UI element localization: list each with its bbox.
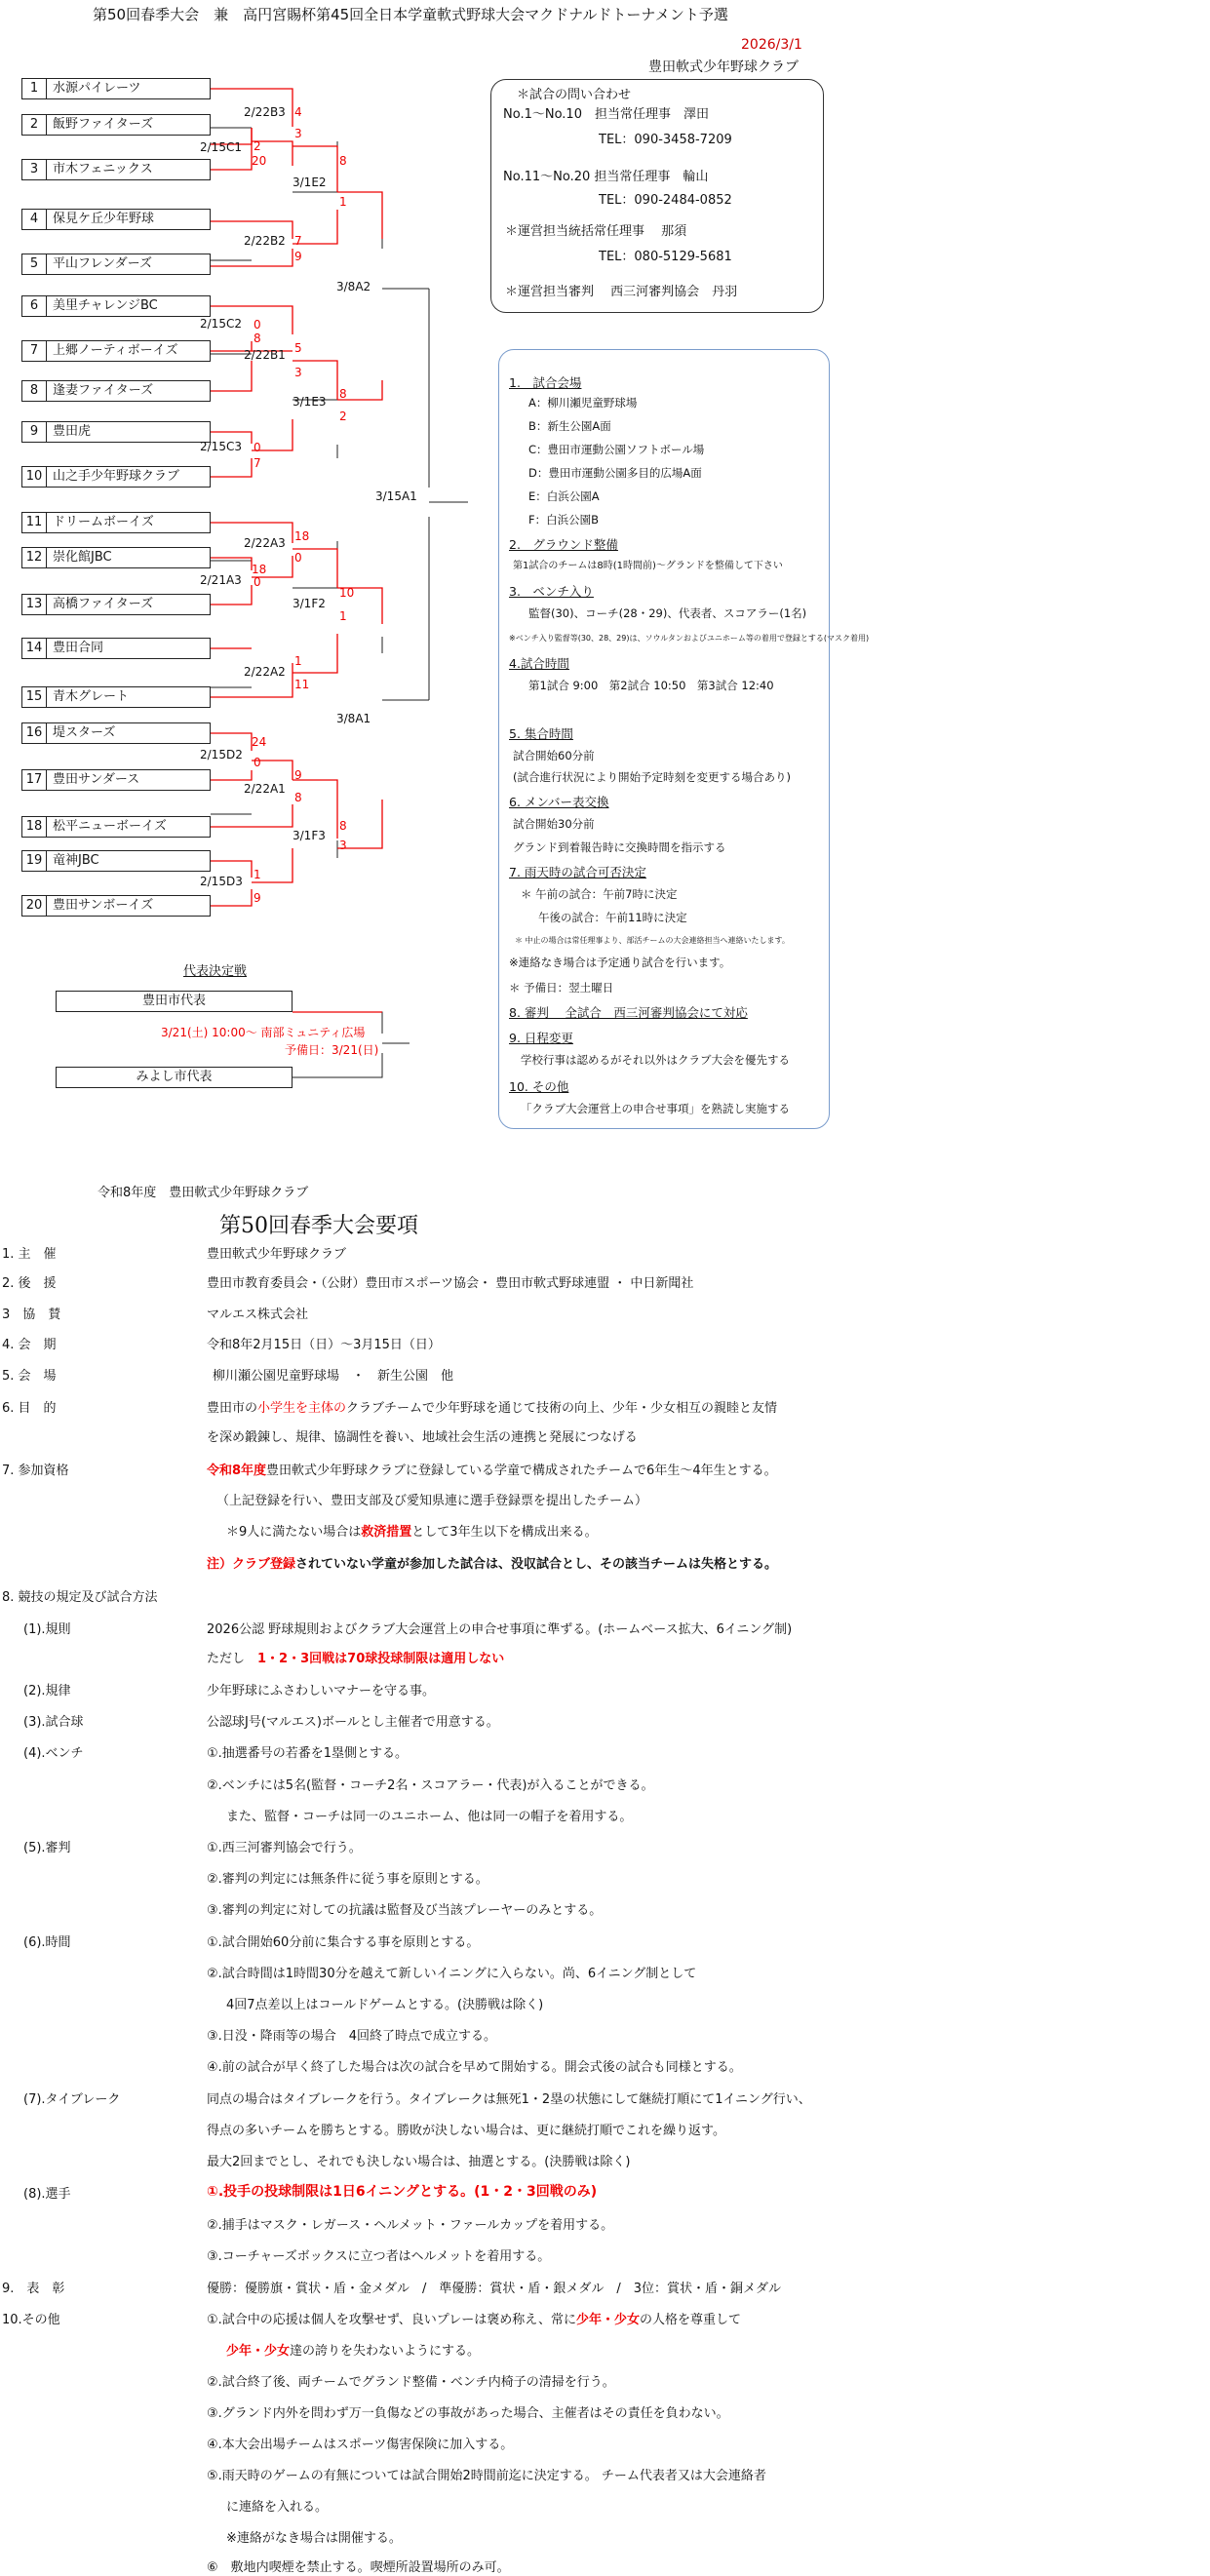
rule-value: ②.審判の判定には無条件に従う事を原則とする。 <box>207 1872 488 1887</box>
rule-label: 1. 主 催 <box>2 1247 57 1262</box>
rule-value: ③.日没・降雨等の場合 4回終了時点で成立する。 <box>207 2029 497 2044</box>
score: 2 <box>254 139 261 153</box>
rule-value: 同点の場合はタイブレークを行う。タイブレークは無死1・2塁の状態にして継続打順にて1イニング行い、 <box>207 2092 811 2107</box>
game-label: 3/1F3 <box>293 829 326 842</box>
rule-value: マルエス株式会社 <box>207 1308 309 1322</box>
rep-label: 代表決定戦 <box>183 964 248 979</box>
bracket-team: 7 上郷ノーティボーイズ <box>21 340 211 362</box>
bracket-team: 6 美里チャレンジBC <box>21 295 211 317</box>
score: 3 <box>339 839 347 852</box>
score: 1 <box>294 654 302 668</box>
rule-value: ①.試合開始60分前に集合する事を原則とする。 <box>207 1935 480 1950</box>
score: 0 <box>254 575 261 589</box>
notes-line: グランド到着報告時に交換時間を指示する <box>513 840 726 854</box>
rule-value: また、監督・コーチは同一のユニホーム、他は同一の帽子を着用する。 <box>226 1810 633 1824</box>
game-label: 3/8A2 <box>336 280 371 293</box>
rule-value: ④.本大会出場チームはスポーツ傷害保険に加入する。 <box>207 2438 514 2452</box>
rule-value: ①.抽選番号の若番を1塁側とする。 <box>207 1746 409 1761</box>
game-label: 3/1E2 <box>293 176 327 189</box>
game-label: 2/15D2 <box>200 748 243 761</box>
date-text: 2026/3/1 <box>741 37 802 53</box>
bracket-team: 20 豊田サンボーイズ <box>21 895 211 917</box>
rule-label: 3 協 賛 <box>2 1308 61 1322</box>
bracket-team: 5 平山フレンダーズ <box>21 254 211 275</box>
rule-value: ②.試合時間は1時間30分を越えて新しいイニングに入らない。尚、6イニング制として <box>207 1967 697 1981</box>
contact-line: ＊運営担当審判 西三河審判協会 丹羽 <box>505 285 738 299</box>
score: 9 <box>254 891 261 905</box>
score: 8 <box>254 332 261 345</box>
rule-value: 柳川瀬公園児童野球場 ・ 新生公園 他 <box>213 1369 454 1384</box>
notes-heading: 8. 審判 全試合 西三河審判協会にて対応 <box>509 1005 748 1020</box>
game-label: 2/21A3 <box>200 573 242 587</box>
rule-label: (8).選手 <box>23 2187 71 2202</box>
rule-value: を深め鍛錬し、規律、協調性を養い、地域社会生活の連携と発展につなげる <box>207 1430 638 1445</box>
rep-team: 豊田市代表 <box>56 991 293 1012</box>
bracket-team: 17 豊田サンダース <box>21 769 211 791</box>
bracket-team: 12 崇化館JBC <box>21 547 211 568</box>
notes-line: 試合開始60分前 <box>513 749 595 762</box>
rule-value: 少年野球にふさわしいマナーを守る事。 <box>207 1684 436 1698</box>
rule-label: (2).規律 <box>23 1684 71 1698</box>
notes-line: C：豊田市運動公園ソフトボール場 <box>528 443 705 456</box>
rule-value: 注）クラブ登録されていない学童が参加した試合は、没収試合とし、その該当チームは失格とする。 <box>207 1557 778 1572</box>
bracket-team: 15 青木グレート <box>21 686 211 708</box>
notes-line: ＊ 予備日：翌土曜日 <box>509 981 614 995</box>
notes-line: A：柳川瀬児童野球場 <box>528 396 638 410</box>
score: 2 <box>339 410 347 423</box>
rule-value: ④.前の試合が早く終了した場合は次の試合を早めて開始する。開会式後の試合も同様とする。 <box>207 2060 742 2075</box>
tournament-title: 第50回春季大会 兼 高円宮賜杯第45回全日本学童軟式野球大会マクドナルドトーナメント予選 <box>93 6 728 23</box>
game-label: 2/22B2 <box>244 234 286 248</box>
score: 7 <box>254 456 261 470</box>
game-label: 3/1F2 <box>293 597 326 610</box>
notes-heading: 10. その他 <box>509 1079 569 1094</box>
score: 11 <box>294 678 310 691</box>
rule-value: ⑤.雨天時のゲームの有無については試合開始2時間前迄に決定する。 チーム代表者又は大会連絡者 <box>207 2469 766 2483</box>
rule-value: 豊田市教育委員会・（公財）豊田市スポーツ協会・ 豊田市軟式野球連盟 ・ 中日新聞社 <box>207 1276 694 1291</box>
bracket-team: 3 市木フェニックス <box>21 159 211 180</box>
game-label: 2/22A2 <box>244 665 286 679</box>
score: 3 <box>294 366 302 379</box>
notes-line: D：豊田市運動公園多目的広場A面 <box>528 466 702 480</box>
rule-value: ただし 1・2・3回戦は70球投球制限は適用しない <box>207 1652 505 1666</box>
rule-value: ③.グランド内外を問わず万一負傷などの事故があった場合、主催者はその責任を負わない。 <box>207 2406 729 2421</box>
rule-value: 4回7点差以上はコールドゲームとする。(決勝戦は除く) <box>226 1998 544 2012</box>
notes-line: B：新生公園A面 <box>528 419 611 433</box>
score: 10 <box>339 586 355 600</box>
game-label: 2/22B1 <box>244 348 286 362</box>
notes-line: (試合進行状況により開始予定時刻を変更する場合あり) <box>513 770 791 784</box>
notes-box <box>498 349 870 1129</box>
bracket-team: 11 ドリームボーイズ <box>21 512 211 533</box>
notes-line: 試合開始30分前 <box>513 817 595 831</box>
score: 3 <box>294 127 302 140</box>
contact-line: No.11～No.20 担当常任理事 輪山 <box>503 170 709 184</box>
score: 9 <box>294 768 302 782</box>
rule-value: ①.試合中の応援は個人を攻撃せず、良いプレーは褒め称え、常に少年・少女の人格を尊重して <box>207 2313 742 2327</box>
bracket-team: 2 飯野ファイターズ <box>21 114 211 136</box>
score: 5 <box>294 341 302 355</box>
game-label: 2/15D3 <box>200 875 243 888</box>
notes-heading: 5. 集合時間 <box>509 726 573 741</box>
notes-heading: 1. 試合会場 <box>509 375 582 390</box>
notes-line: ※ベンチ入り監督等(30、28、29)は、ソウルタンおよびユニホーム等の着用で登録とする(マスク着用) <box>509 634 870 643</box>
bracket-team: 10 山之手少年野球クラブ <box>21 466 211 488</box>
score: 7 <box>294 234 302 248</box>
notes-line: 「クラブ大会運営上の申合せ事項」を熟読し実施する <box>521 1102 790 1115</box>
rule-value: 得点の多いチームを勝ちとする。勝敗が決しない場合は、更に継続打順でこれを繰り返す。 <box>207 2124 725 2138</box>
notes-line: F：白浜公園B <box>528 513 600 527</box>
rule-value: 少年・少女達の誇りを失わないようにする。 <box>226 2344 481 2359</box>
score: 0 <box>254 756 261 769</box>
rule-value: ①.投手の投球制限は1日6イニングとする。(1・2・3回戦のみ) <box>207 2184 598 2200</box>
rule-value: 令和8年度豊田軟式少年野球クラブに登録している学童で構成されたチームで6年生～4年生とする。 <box>207 1464 777 1478</box>
notes-line: 第1試合 9:00 第2試合 10:50 第3試合 12:40 <box>528 679 774 692</box>
game-label: 2/22A1 <box>244 782 286 796</box>
rules-title: 第50回春季大会要項 <box>219 1214 418 1238</box>
rule-value: ③.コーチャーズボックスに立つ者はヘルメットを着用する。 <box>207 2249 551 2264</box>
notes-heading: 2. グラウンド整備 <box>509 537 618 552</box>
rule-label: (4).ベンチ <box>23 1746 84 1761</box>
bracket-team: 1 水源パイレーツ <box>21 78 211 99</box>
score: 9 <box>294 250 302 263</box>
contact-phone: TEL：090-3458-7209 <box>599 133 732 147</box>
section-heading: 8. 競技の規定及び試合方法 <box>2 1590 158 1605</box>
notes-heading: 7. 雨天時の試合可否決定 <box>509 865 646 879</box>
game-label: 3/1E3 <box>293 395 327 409</box>
bracket-team: 19 竜神JBC <box>21 850 211 872</box>
contact-box <box>490 79 824 313</box>
bracket-team: 4 保見ケ丘少年野球 <box>21 209 211 230</box>
notes-line: E：白浜公園A <box>528 489 600 503</box>
score: 8 <box>294 791 302 804</box>
score: 20 <box>252 154 267 168</box>
score: 1 <box>339 609 347 623</box>
rule-value: 豊田市の小学生を主体のクラブチームで少年野球を通じて技術の向上、少年・少女相互の親睦と友情 <box>207 1401 778 1416</box>
rule-label: 5. 会 場 <box>2 1369 57 1384</box>
rep-team: みよし市代表 <box>56 1067 293 1088</box>
rule-label: 10.その他 <box>2 2313 60 2327</box>
bracket-team: 14 豊田合同 <box>21 638 211 659</box>
rep-info: 3/21(土) 10:00～ 南部ミュニティ広場 <box>161 1026 366 1039</box>
rule-label: 2. 後 援 <box>2 1276 57 1291</box>
bracket-team: 13 高橋ファイターズ <box>21 594 211 615</box>
bracket-team: 9 豊田虎 <box>21 421 211 443</box>
score: 0 <box>294 551 302 565</box>
rule-value: に連絡を入れる。 <box>226 2500 329 2515</box>
rule-label: 7. 参加資格 <box>2 1464 69 1478</box>
rule-value: ②.試合終了後、両チームでグランド整備・ベンチ内椅子の清掃を行う。 <box>207 2375 615 2390</box>
rule-label: (6).時間 <box>23 1935 71 1950</box>
game-label: 2/15C2 <box>200 317 242 331</box>
rule-value: 最大2回までとし、それでも決しない場合は、抽選とする。(決勝戦は除く) <box>207 2155 631 2169</box>
rule-value: ②.ベンチには5名(監督・コーチ2名・スコアラー・代表)が入ることができる。 <box>207 1778 654 1793</box>
rule-label: (3).試合球 <box>23 1715 84 1730</box>
rule-value: 優勝：優勝旗・賞状・盾・金メダル / 準優勝：賞状・盾・銀メダル / 3位：賞状・盾・銅メダル <box>207 2282 782 2296</box>
notes-line: 学校行事は認めるがそれ以外はクラブ大会を優先する <box>521 1053 790 1067</box>
organizer-name: 豊田軟式少年野球クラブ <box>648 59 799 75</box>
rule-value: ③.審判の判定に対しての抗議は監督及び当該プレーヤーのみとする。 <box>207 1903 603 1918</box>
rule-value: 令和8年2月15日（日）～3月15日（日） <box>207 1338 441 1352</box>
rule-label: (5).審判 <box>23 1841 71 1855</box>
contact-phone: TEL：090-2484-0852 <box>599 193 732 208</box>
rule-label: 4. 会 期 <box>2 1338 57 1352</box>
notes-heading: 3. ベンチ入り <box>509 584 594 599</box>
game-label: 2/22B3 <box>244 105 286 119</box>
score: 8 <box>339 387 347 401</box>
rule-value: ②.捕手はマスク・レガース・ヘルメット・ファールカップを着用する。 <box>207 2218 614 2233</box>
bracket-team: 18 松平ニューボーイズ <box>21 816 211 838</box>
score: 24 <box>252 735 267 749</box>
rule-label: 9. 表 彰 <box>2 2282 65 2296</box>
notes-heading: 4.試合時間 <box>509 656 569 671</box>
notes-line: 第1試合のチームは8時(1時間前)～グランドを整備して下さい <box>513 561 783 571</box>
rule-value: 豊田軟式少年野球クラブ <box>207 1247 347 1262</box>
notes-line: 監督(30)、コーチ(28・29)、代表者、スコアラー(1名) <box>528 606 807 620</box>
rule-label: 6. 目 的 <box>2 1401 57 1416</box>
rule-value: ⑥ 敷地内喫煙を禁止する。喫煙所設置場所のみ可。 <box>207 2560 510 2575</box>
score: 1 <box>339 195 347 209</box>
contact-phone: TEL：080-5129-5681 <box>599 250 732 264</box>
rule-value: ①.西三河審判協会で行う。 <box>207 1841 362 1855</box>
rules-org: 令和8年度 豊田軟式少年野球クラブ <box>98 1186 309 1200</box>
rule-value: 公認球J号(マルエス)ボールとし主催者で用意する。 <box>207 1715 499 1730</box>
score: 4 <box>294 105 302 119</box>
rep-reserve: 予備日：3/21(日) <box>285 1043 379 1057</box>
bracket-team: 8 逢妻ファイターズ <box>21 380 211 402</box>
score: 0 <box>254 441 261 454</box>
rule-label: (1).規則 <box>23 1622 71 1637</box>
notes-heading: 9. 日程変更 <box>509 1031 573 1045</box>
rule-value: ※連絡がなき場合は開催する。 <box>226 2531 402 2546</box>
contact-line: No.1～No.10 担当常任理事 澤田 <box>503 107 709 122</box>
contact-line: ＊運営担当統括常任理事 那須 <box>505 224 687 239</box>
score: 1 <box>254 868 261 881</box>
game-label: 3/15A1 <box>375 489 417 503</box>
score: 0 <box>254 318 261 332</box>
notes-line: 午後の試合：午前11時に決定 <box>538 911 687 924</box>
score: 18 <box>294 529 310 543</box>
notes-line: ※連絡なき場合は予定通り試合を行います。 <box>509 956 731 969</box>
game-label: 3/8A1 <box>336 712 371 725</box>
game-label: 2/15C3 <box>200 440 242 453</box>
game-label: 2/22A3 <box>244 536 286 550</box>
notes-line: ＊ 中止の場合は常任理事より、部活チームの大会連絡担当へ連絡いたします。 <box>515 936 790 945</box>
notes-line: ＊ 午前の試合：午前7時に決定 <box>521 887 678 901</box>
score: 8 <box>339 819 347 833</box>
contact-heading: ＊試合の問い合わせ <box>517 88 632 102</box>
rule-value: （上記登録を行い、豊田支部及び愛知県連に選手登録票を提出したチーム） <box>216 1494 648 1508</box>
score: 8 <box>339 154 347 168</box>
game-label: 2/15C1 <box>200 140 242 154</box>
notes-heading: 6. メンバー表交換 <box>509 795 609 809</box>
rule-value: 2026公認 野球規則およびクラブ大会運営上の申合せ事項に準ずる。(ホームベース拡大、6イニング制) <box>207 1622 793 1637</box>
rule-value: ＊9人に満たない場合は救済措置として3年生以下を構成出来る。 <box>226 1525 598 1540</box>
bracket-team: 16 堤スターズ <box>21 722 211 744</box>
score: 18 <box>252 563 267 576</box>
rule-label: (7).タイブレーク <box>23 2092 121 2107</box>
